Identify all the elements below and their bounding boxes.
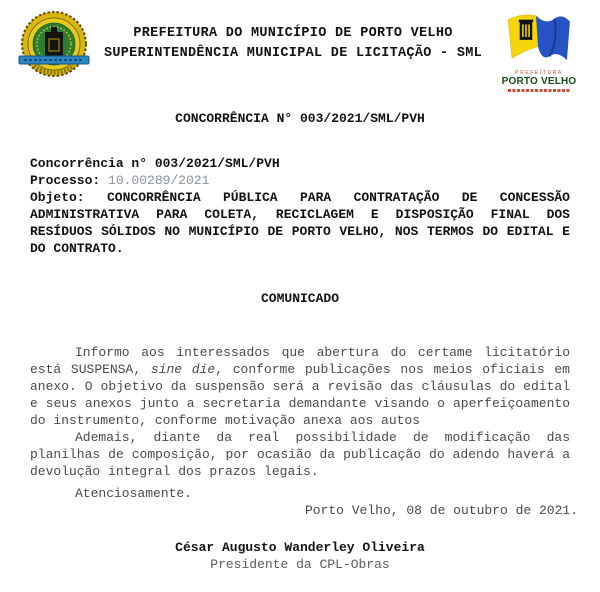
concorrencia-number: Concorrência n° 003/2021/SML/PVH bbox=[30, 155, 280, 171]
header-line1: PREFEITURA DO MUNICÍPIO DE PORTO VELHO bbox=[133, 26, 453, 41]
objeto-paragraph bbox=[30, 189, 570, 257]
processo-value: 10.00289/2021 bbox=[108, 172, 210, 188]
header-text bbox=[90, 24, 496, 64]
header-line2: SUPERINTENDÊNCIA MUNICIPAL DE LICITAÇÃO - SML bbox=[103, 46, 483, 61]
paragraph-1-text-start: Informo aos interessados que abertura do certame licitatório está SUSPENSA, bbox=[30, 344, 570, 377]
porto-velho-flag-icon bbox=[500, 10, 578, 64]
closing-salutation: Atenciosamente. bbox=[75, 485, 193, 501]
process-info-block bbox=[30, 155, 570, 257]
porto-velho-logo-prefeitura-label: PREFEITURA bbox=[515, 70, 563, 76]
paragraph-1-italic-term: sine die bbox=[150, 361, 216, 377]
processo-line bbox=[30, 172, 570, 189]
paragraph-1-text-end: , conforme publicações nos meios oficiais em anexo. O objetivo da suspensão será a revisão das cláusulas do edital e seus anexos junto a secretaria demandante visando o aperfeiçoamento do instrumento, conforme motivação anexa aos autos bbox=[30, 361, 570, 428]
objeto-label: Objeto: bbox=[30, 189, 85, 205]
document-header bbox=[18, 0, 582, 92]
signer-role: Presidente da CPL-Obras bbox=[210, 556, 390, 572]
place-and-date: Porto Velho, 08 de outubro de 2021. bbox=[304, 502, 578, 518]
comunicado-paragraph-2: Ademais, diante da real possibilidade de modificação das planilhas de composição, por ocasião da publicação do adendo haverá a devolução integral dos prazos legais. bbox=[30, 429, 570, 479]
comunicado-heading: COMUNICADO bbox=[260, 290, 339, 306]
signer-name: César Augusto Wanderley Oliveira bbox=[175, 539, 425, 555]
processo-label: Processo: bbox=[30, 172, 101, 188]
porto-velho-logo bbox=[496, 10, 582, 92]
signature-block bbox=[30, 539, 570, 573]
document-title: CONCORRÊNCIA N° 003/2021/SML/PVH bbox=[175, 110, 425, 126]
municipal-coat-of-arms-icon bbox=[18, 8, 90, 86]
porto-velho-logo-name: PORTO VELHO bbox=[501, 76, 577, 87]
objeto-text: CONCORRÊNCIA PÚBLICA PARA CONTRATAÇÃO DE CONCESSÃO ADMINISTRATIVA PARA COLETA, RECICLAGEM E DISPOSIÇÃO FINAL DOS RESÍDUOS SÓLIDOS NO MUNICÍPIO DE PORTO VELHO, NOS TERMOS DO EDITAL E DO CONTRATO. bbox=[30, 189, 570, 256]
comunicado-paragraph-1 bbox=[30, 344, 570, 429]
porto-velho-logo-slogan-bar bbox=[508, 89, 570, 92]
